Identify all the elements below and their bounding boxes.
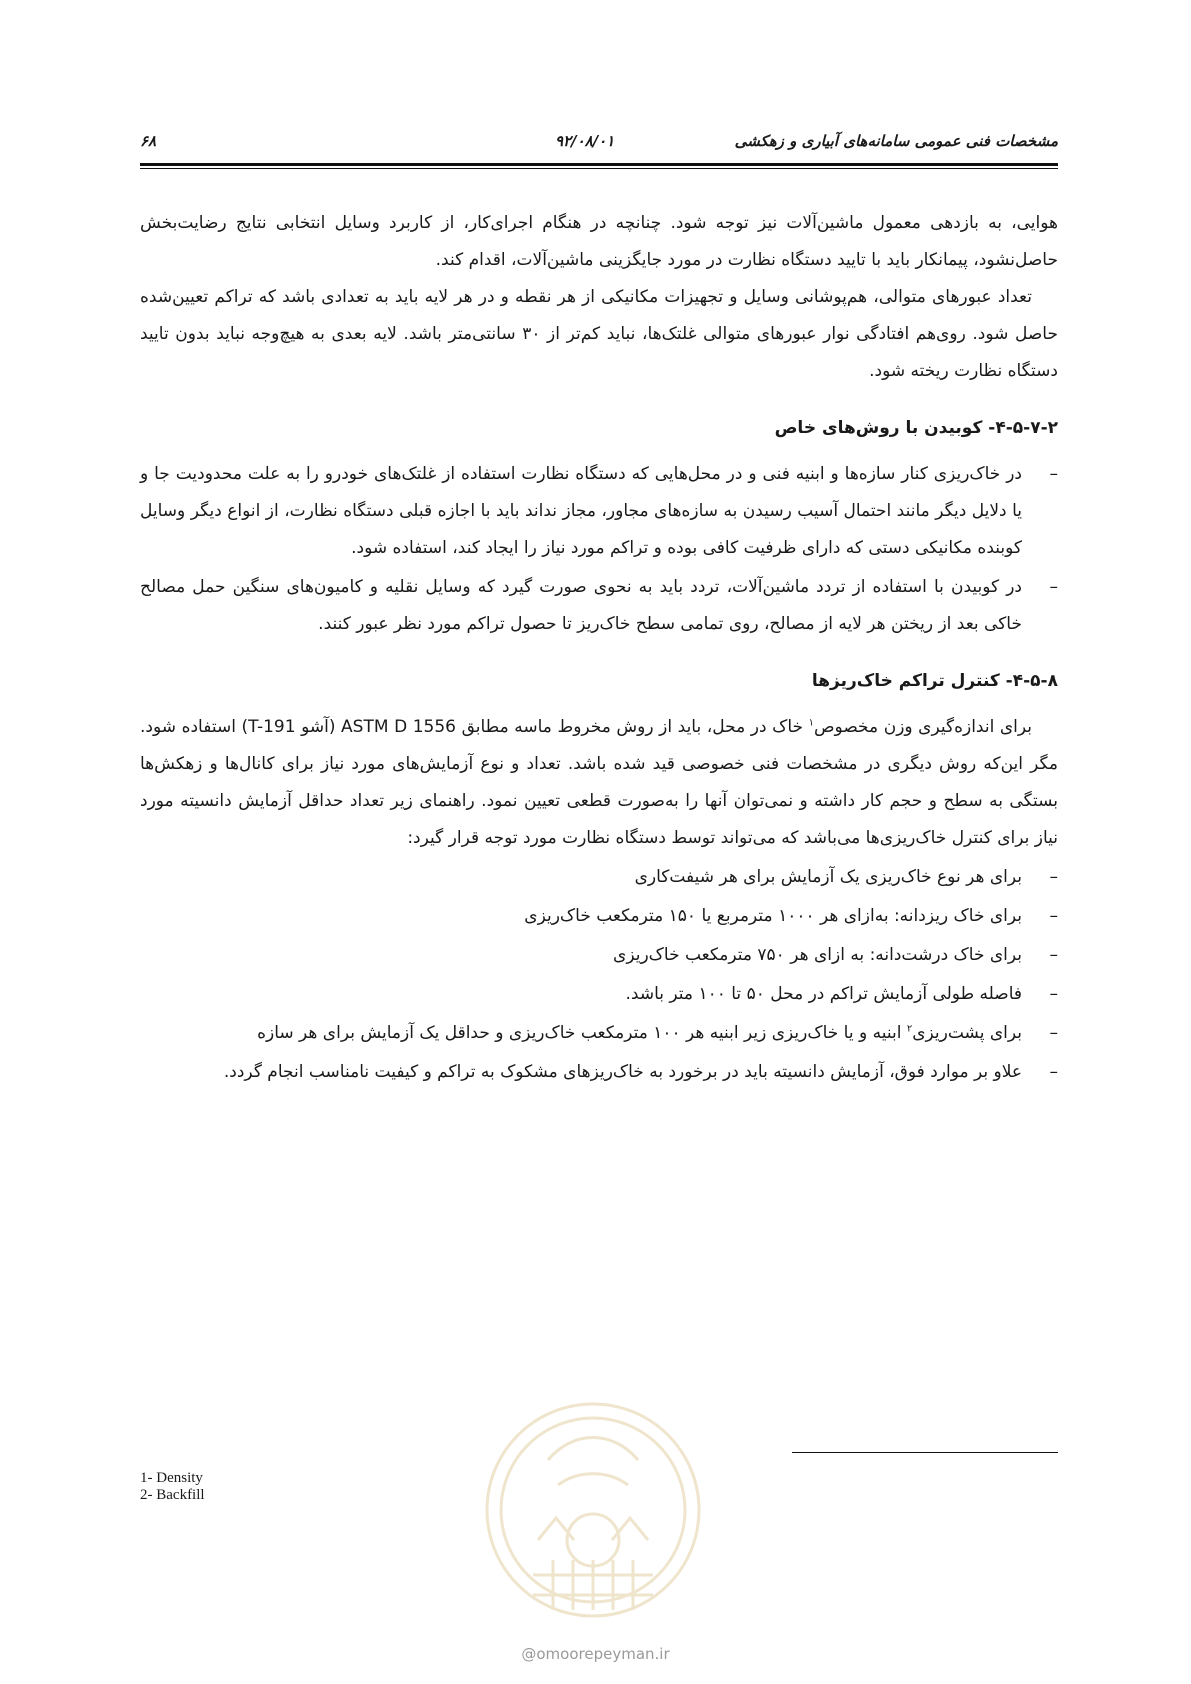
paragraph-1: هوایی، به بازدهی معمول ماشین‌آلات نیز توجه شود. چنانچه در هنگام اجرای‌کار، از کاربرد وسایل انتخابی نتایج رضایت‌بخش حاصل‌نشود، پیمانکار باید با تایید دستگاه نظارت در مورد جایگزینی ماشین‌آلات، اقدام کند. (140, 213, 1058, 270)
watermark-seal-icon (478, 1390, 708, 1630)
footnote-2: 2- Backfill (140, 1487, 205, 1503)
list-item (140, 569, 1058, 643)
intro-text-3: (آشو T-191) استفاده شود. مگر این‌که روش دیگری در مشخصات فنی خصوصی قید شده باشد. تعداد و نوع آزمایش‌های مورد نیاز برای کانال‌ها و زهکش‌ها بستگی به سطح و حجم کار داشته و نمی‌توان آنها را به‌صورت قطعی تعیین نمود. راهنمای زیر تعداد حداقل آزمایش دانسیته مورد نیاز برای کنترل خاک‌ریزی‌ها می‌باشد که می‌تواند توسط دستگاه نظارت مورد توجه قرار گیرد: (140, 717, 1058, 848)
page-number: ۶۸ (140, 132, 157, 150)
density-test-list (140, 859, 1058, 1091)
item5-text-1: برای پشت‌ریزی (912, 1023, 1022, 1043)
list-item-text: در خاک‌ریزی کنار سازه‌ها و ابنیه فنی و در محل‌هایی که دستگاه نظارت استفاده از غلتک‌های خودرو را به علت محدودیت جا و یا دلایل دیگر مانند احتمال آسیب رسیدن به سازه‌های مجاور، مجاز نداند باید با اجازه قبلی دستگاه نظارت، از انواع دیگر وسایل کوبنده مکانیکی دستی که دارای ظرفیت کافی بوده و تراکم مورد نیاز را ایجاد کند، استفاده شود. (140, 464, 1022, 558)
dash-bullet: – (1049, 1062, 1058, 1082)
section-heading-compaction-control: ۴-۵-۸- کنترل تراکم خاک‌ریزها (811, 671, 1058, 691)
paragraph-2: تعداد عبورهای متوالی، هم‌پوشانی وسایل و تجهیزات مکانیکی از هر نقطه و در هر لایه باید به تعدادی باشد که تراکم تعیین‌شده حاصل شود. روی‌هم افتادگی نوار عبورهای متوالی غلتک‌ها، نباید کم‌تر از ۳۰ سانتی‌متر باشد. لایه بعدی به هیچ‌وجه نباید بدون تایید دستگاه نظارت ریخته شود. (140, 287, 1058, 381)
list-item-text: برای خاک درشت‌دانه: به ازای هر ۷۵۰ مترمکعب خاک‌ریزی (613, 945, 1022, 965)
astm-standard: ASTM D 1556 (341, 717, 456, 737)
list-item (140, 898, 1058, 935)
dash-bullet: – (1049, 464, 1058, 484)
header-date: ۹۲/۰۸/۰۱ (555, 132, 615, 150)
list-item (140, 456, 1058, 567)
footnotes (140, 1470, 205, 1504)
page-header (140, 128, 1058, 162)
intro-text-1: برای اندازه‌گیری وزن مخصوص (813, 717, 1032, 737)
dash-bullet: – (1049, 577, 1058, 597)
list-item-text: برای خاک ریزدانه: به‌ازای هر ۱۰۰۰ مترمربع یا ۱۵۰ مترمکعب خاک‌ریزی (524, 906, 1022, 926)
item5-text-2: ابنیه و یا خاک‌ریزی زیر ابنیه هر ۱۰۰ مترمکعب خاک‌ریزی و حداقل یک آزمایش برای هر سازه (257, 1023, 907, 1043)
dash-bullet: – (1049, 1023, 1058, 1043)
body-content (140, 205, 1058, 1091)
dash-bullet: – (1049, 984, 1058, 1004)
list-item (140, 1054, 1058, 1091)
list-item (140, 859, 1058, 896)
list-item-text: علاو بر موارد فوق، آزمایش دانسیته باید در برخورد به خاک‌ریزهای مشکوک به تراکم و کیفیت نامناسب انجام گردد. (223, 1062, 1022, 1082)
dash-bullet: – (1049, 867, 1058, 887)
footnote-ref-2: ۲ (906, 1023, 913, 1035)
special-compaction-list (140, 456, 1058, 643)
intro-text-2: خاک در محل، باید از روش مخروط ماسه مطابق (456, 717, 809, 737)
paragraph-compaction-intro (140, 709, 1058, 857)
list-item-text: در کوبیدن با استفاده از تردد ماشین‌آلات، تردد باید به نحوی صورت گیرد که وسایل نقلیه و کامیون‌های سنگین حمل مصالح خاکی بعد از ریختن هر لایه از مصالح، روی تمامی سطح خاک‌ریز تا حصول تراکم مورد نظر عبور کنند. (140, 577, 1022, 634)
list-item (140, 976, 1058, 1013)
header-rule-thick (140, 163, 1058, 166)
list-item (140, 937, 1058, 974)
dash-bullet: – (1049, 945, 1058, 965)
section-heading-special-compaction: ۴-۵-۷-۲- کوبیدن با روش‌های خاص (774, 418, 1058, 438)
list-item-text: برای هر نوع خاک‌ریزی یک آزمایش برای هر شیفت‌کاری (634, 867, 1022, 887)
footnote-rule (792, 1452, 1058, 1453)
list-item-text (257, 1023, 1022, 1043)
dash-bullet: – (1049, 906, 1058, 926)
footnote-1: 1- Density (140, 1470, 203, 1486)
header-title: مشخصات فنی عمومی سامانه‌های آبیاری و زهکشی (734, 132, 1058, 150)
list-item (140, 1015, 1058, 1052)
header-rule-thin (140, 168, 1058, 169)
watermark-site-text: @omoorepeyman.ir (521, 1645, 670, 1663)
footnote-ref-1: ۱ (808, 717, 814, 729)
list-item-text: فاصله طولی آزمایش تراکم در محل ۵۰ تا ۱۰۰ متر باشد. (625, 984, 1022, 1004)
